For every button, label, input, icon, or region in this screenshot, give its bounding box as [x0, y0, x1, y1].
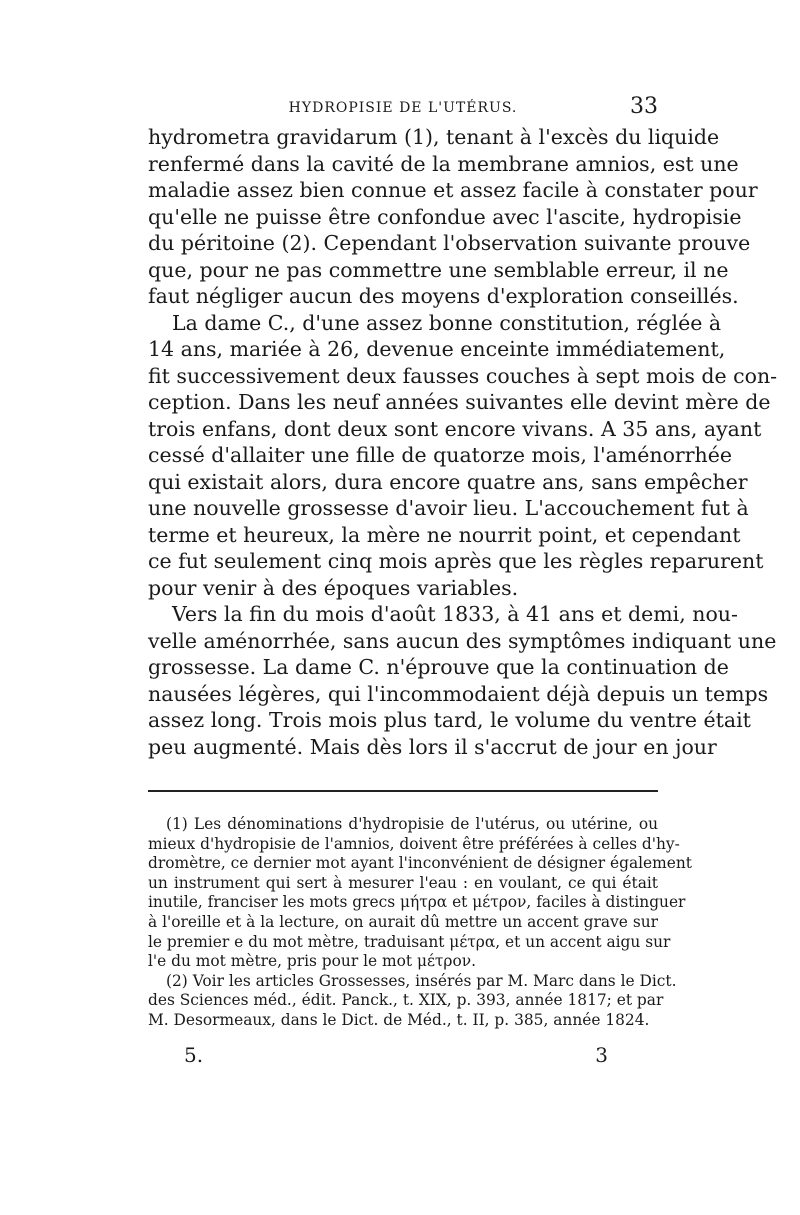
- body-line: qu'elle ne puisse être confondue avec l'ascite, hydropisie: [148, 204, 742, 229]
- page-header: [148, 94, 658, 120]
- body-line: hydrometra gravidarum (1), tenant à l'excès du liquide: [148, 125, 720, 149]
- footnote-line: l'e du mot mètre, pris pour le mot μέτρον.: [148, 952, 476, 971]
- body-text: [148, 124, 778, 760]
- body-line: qui existait alors, dura encore quatre ans, sans empêcher: [148, 469, 748, 494]
- footnotes: [148, 815, 692, 1031]
- footnote-line: (1) Les dénominations d'hydropisie de l'utérus, ou utérine, ou: [166, 815, 658, 833]
- body-line: cessé d'allaiter une fille de quatorze mois, l'aménorrhée: [148, 443, 732, 467]
- body-line: du péritoine (2). Cependant l'observation suivante prouve: [148, 231, 751, 255]
- body-line: pour venir à des époques variables.: [148, 575, 519, 600]
- body-line: assez long. Trois mois plus tard, le volume du ventre était: [148, 708, 751, 732]
- page-footer: [148, 1043, 658, 1069]
- body-line: maladie assez bien connue et assez facile à constater pour: [148, 178, 758, 202]
- body-line: grossesse. La dame C. n'éprouve que la continuation de: [148, 655, 729, 679]
- body-line: une nouvelle grossesse d'avoir lieu. L'accouchement fut à: [148, 496, 749, 520]
- body-line: Vers la fin du mois d'août 1833, à 41 ans et demi, nou-: [172, 602, 738, 626]
- footnote-rule: [148, 790, 658, 792]
- body-line: faut négliger aucun des moyens d'exploration conseillés.: [148, 284, 739, 308]
- body-line: que, pour ne pas commettre une semblable erreur, il ne: [148, 257, 729, 282]
- body-line: trois enfans, dont deux sont encore vivans. A 35 ans, ayant: [148, 416, 762, 441]
- body-line: ce fut seulement cinq mois après que les règles reparurent: [148, 549, 764, 573]
- footnote-line: dromètre, ce dernier mot ayant l'inconvénient de désigner également: [148, 854, 692, 873]
- body-line: velle aménorrhée, sans aucun des symptômes indiquant une: [148, 628, 777, 653]
- footnote-line: mieux d'hydropisie de l'amnios, doivent être préférées à celles d'hy-: [148, 834, 680, 853]
- running-title: HYDROPISIE DE L'UTÉRUS.: [288, 100, 518, 116]
- body-line: terme et heureux, la mère ne nourrit point, et cependant: [148, 522, 741, 547]
- footnote-line: des Sciences méd., édit. Panck., t. XIX, p. 393, année 1817; et par: [148, 991, 664, 1010]
- footnote-line: à l'oreille et à la lecture, on aurait dû mettre un accent grave sur: [148, 912, 658, 931]
- page-number: 33: [630, 94, 658, 119]
- body-line: 14 ans, mariée à 26, devenue enceinte immédiatement,: [148, 337, 726, 361]
- body-line: peu augmenté. Mais dès lors il s'accrut de jour en jour: [148, 734, 717, 759]
- footnote-line: le premier e du mot mètre, traduisant μέτρα, et un accent aigu sur: [148, 932, 671, 951]
- body-line: nausées légères, qui l'incommodaient déjà depuis un temps: [148, 681, 769, 706]
- gathering-number: 3: [595, 1043, 608, 1067]
- body-line: renfermé dans la cavité de la membrane amnios, est une: [148, 151, 739, 176]
- footnote-line: un instrument qui sert à mesurer l'eau : en voulant, ce qui était: [148, 873, 658, 892]
- body-line: La dame C., d'une assez bonne constitution, réglée à: [172, 310, 722, 335]
- footnote-line: M. Desormeaux, dans le Dict. de Méd., t. II, p. 385, année 1824.: [148, 1010, 650, 1029]
- footnote-line: inutile, franciser les mots grecs μήτρα et μέτρον, faciles à distinguer: [148, 893, 686, 912]
- body-line: fit successivement deux fausses couches à sept mois de con-: [148, 363, 778, 388]
- body-line: ception. Dans les neuf années suivantes elle devint mère de: [148, 390, 771, 414]
- footnote-line: (2) Voir les articles Grossesses, insérés par M. Marc dans le Dict.: [166, 971, 677, 990]
- signature-mark: 5.: [184, 1043, 204, 1067]
